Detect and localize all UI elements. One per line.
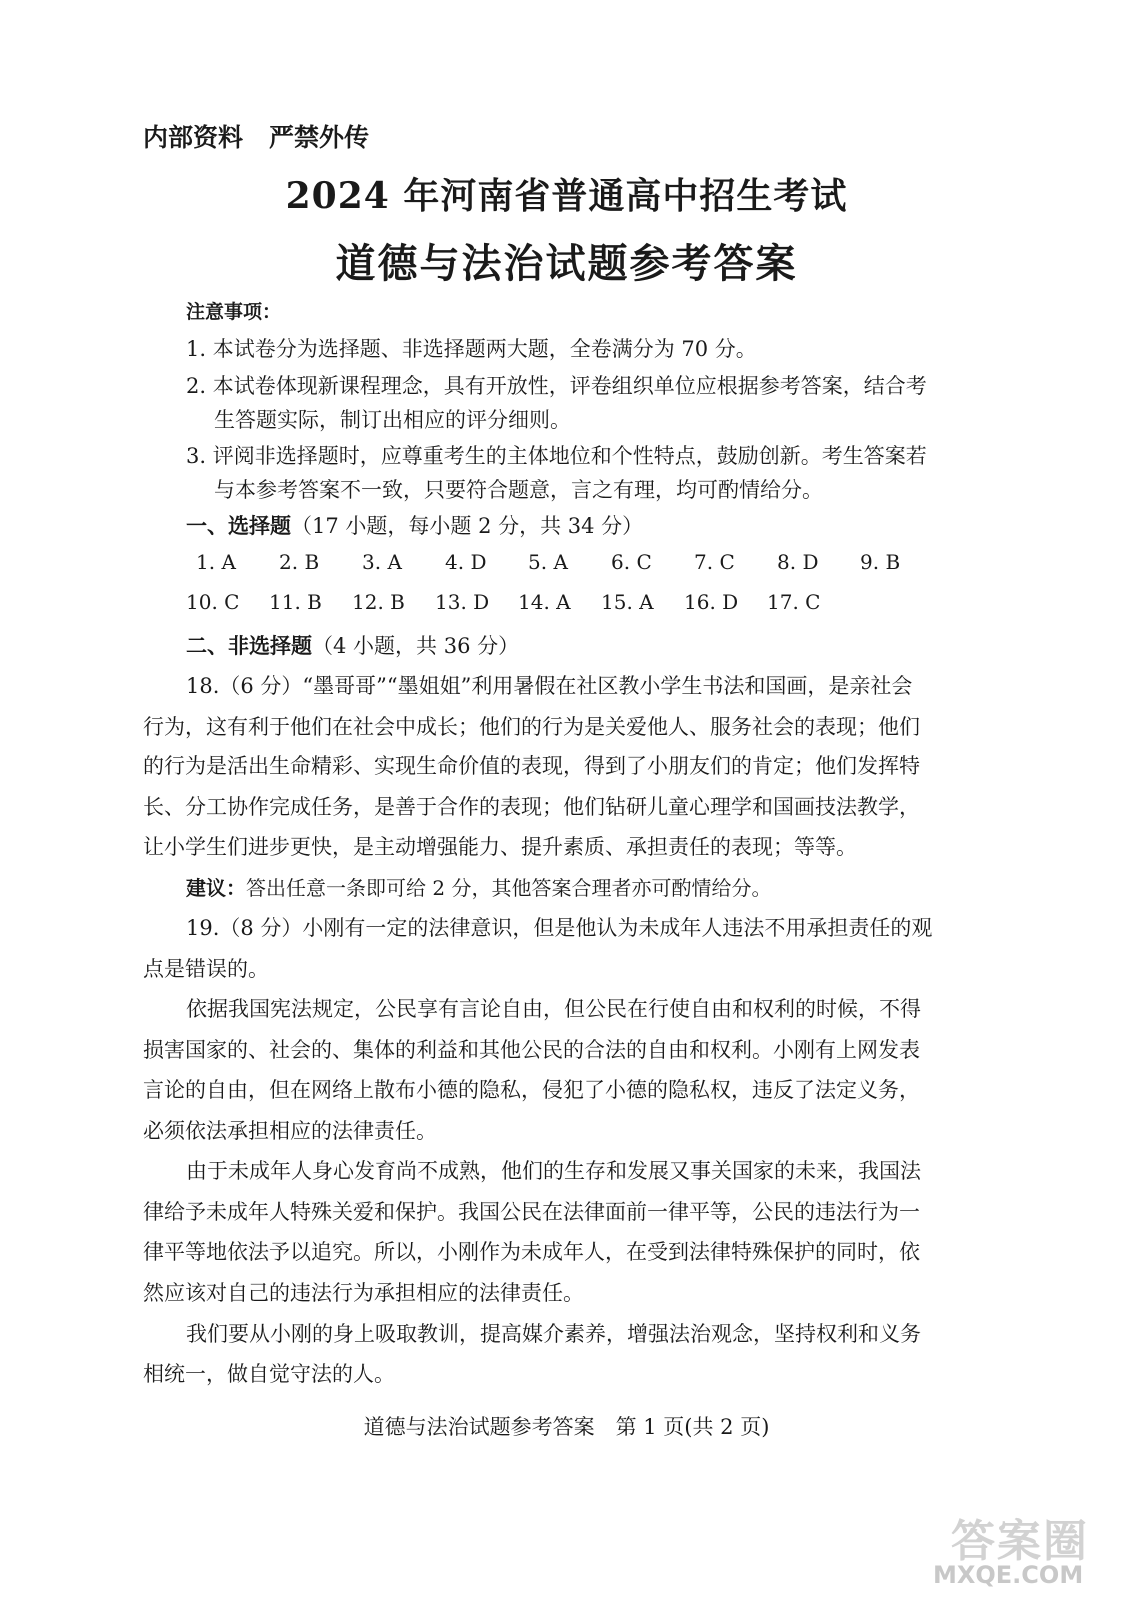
section-choice-detail: （17 小题，每小题 2 分，共 34 分） — [291, 514, 644, 538]
suggestion-label: 建议： — [186, 876, 246, 900]
answer-3: 3. A — [362, 550, 402, 574]
q19-p3-line-4: 然应该对自己的违法行为承担相应的法律责任。 — [143, 1281, 584, 1305]
answer-2: 2. B — [279, 550, 320, 574]
q18-line-4: 长、分工协作完成任务，是善于合作的表现；他们钻研儿童心理学和国画技法教学， — [143, 795, 920, 819]
notice-item-3-line-1: 3. 评阅非选择题时，应尊重考生的主体地位和个性特点，鼓励创新。考生答案若 — [186, 444, 927, 468]
watermark-site-text: MXQE.COM — [933, 1561, 1084, 1589]
q19-p3-line-1: 由于未成年人身心发育尚不成熟，他们的生存和发展又事关国家的未来，我国法 — [186, 1159, 921, 1183]
notice-item-1: 1. 本试卷分为选择题、非选择题两大题，全卷满分为 70 分。 — [186, 337, 757, 361]
page-footer: 道德与法治试题参考答案 第 1 页(共 2 页) — [363, 1415, 770, 1439]
answer-9: 9. B — [860, 550, 901, 574]
answer-8: 8. D — [777, 550, 819, 574]
answer-6: 6. C — [611, 550, 652, 574]
answer-14: 14. A — [518, 590, 571, 614]
section-choice-heading — [186, 510, 643, 540]
section-nonchoice-detail: （4 小题，共 36 分） — [312, 634, 520, 658]
notice-item-3-line-2: 与本参考答案不一致，只要符合题意，言之有理，均可酌情给分。 — [214, 478, 823, 502]
answer-key-title: 道德与法治试题参考答案 — [335, 241, 798, 287]
q19-p3-line-2: 律给予未成年人特殊关爱和保护。我国公民在法律面前一律平等，公民的违法行为一 — [143, 1200, 920, 1224]
answer-11: 11. B — [269, 590, 322, 614]
q19-p2-line-1: 依据我国宪法规定，公民享有言论自由，但公民在行使自由和权利的时候，不得 — [186, 997, 921, 1021]
answer-7: 7. C — [694, 550, 735, 574]
q19-p4-line-2: 相统一，做自觉守法的人。 — [143, 1362, 395, 1386]
q19-p3-line-3: 律平等地依法予以追究。所以，小刚作为未成年人，在受到法律特殊保护的同时，依 — [143, 1240, 920, 1264]
notice-item-2-line-2: 生答题实际，制订出相应的评分细则。 — [214, 408, 571, 432]
q19-line-1: 19.（8 分）小刚有一定的法律意识，但是他认为未成年人违法不用承担责任的观 — [186, 916, 933, 940]
q19-p4-line-1: 我们要从小刚的身上吸取教训，提高媒介素养，增强法治观念，坚持权利和义务 — [186, 1322, 921, 1346]
q19-line-2: 点是错误的。 — [143, 957, 269, 981]
internal-notice — [143, 118, 369, 154]
q19-p2-line-3: 言论的自由，但在网络上散布小德的隐私，侵犯了小德的隐私权，违反了法定义务， — [143, 1078, 920, 1102]
answer-5: 5. A — [528, 550, 568, 574]
suggestion-text: 答出任意一条即可给 2 分，其他答案合理者亦可酌情给分。 — [246, 876, 772, 900]
answer-10: 10. C — [186, 590, 240, 614]
answer-1: 1. A — [196, 550, 236, 574]
exam-title: 2024 年河南省普通高中招生考试 — [285, 175, 848, 217]
q18-line-5: 让小学生们进步更快，是主动增强能力、提升素质、承担责任的表现；等等。 — [143, 835, 857, 859]
q18-suggestion — [186, 872, 771, 901]
q18-line-1: 18.（6 分）“墨哥哥”“墨姐姐”利用暑假在社区教小学生书法和国画，是亲社会 — [186, 674, 913, 698]
q18-line-2: 行为，这有利于他们在社会中成长；他们的行为是关爱他人、服务社会的表现；他们 — [143, 715, 920, 739]
watermark-logo — [933, 1505, 1103, 1595]
notice-item-2-line-1: 2. 本试卷体现新课程理念，具有开放性，评卷组织单位应根据参考答案，结合考 — [186, 374, 927, 398]
q19-p2-line-4: 必须依法承担相应的法律责任。 — [143, 1119, 437, 1143]
section-nonchoice-heading — [186, 630, 519, 660]
notice-heading: 注意事项： — [186, 301, 282, 323]
answer-12: 12. B — [352, 590, 405, 614]
answer-16: 16. D — [684, 590, 739, 614]
section-nonchoice-title: 二、非选择题 — [186, 634, 312, 658]
internal-label: 内部资料 — [143, 123, 244, 152]
answer-15: 15. A — [601, 590, 654, 614]
watermark-logo-text: 答案圈 — [951, 1516, 1089, 1567]
q18-line-3: 的行为是活出生命精彩、实现生命价值的表现，得到了小朋友们的肯定；他们发挥特 — [143, 754, 920, 778]
answer-4: 4. D — [445, 550, 487, 574]
answer-17: 17. C — [767, 590, 821, 614]
section-choice-title: 一、选择题 — [186, 514, 291, 538]
no-spread-label: 严禁外传 — [269, 123, 370, 152]
answer-13: 13. D — [435, 590, 490, 614]
q19-p2-line-2: 损害国家的、社会的、集体的利益和其他公民的合法的自由和权利。小刚有上网发表 — [143, 1038, 920, 1062]
